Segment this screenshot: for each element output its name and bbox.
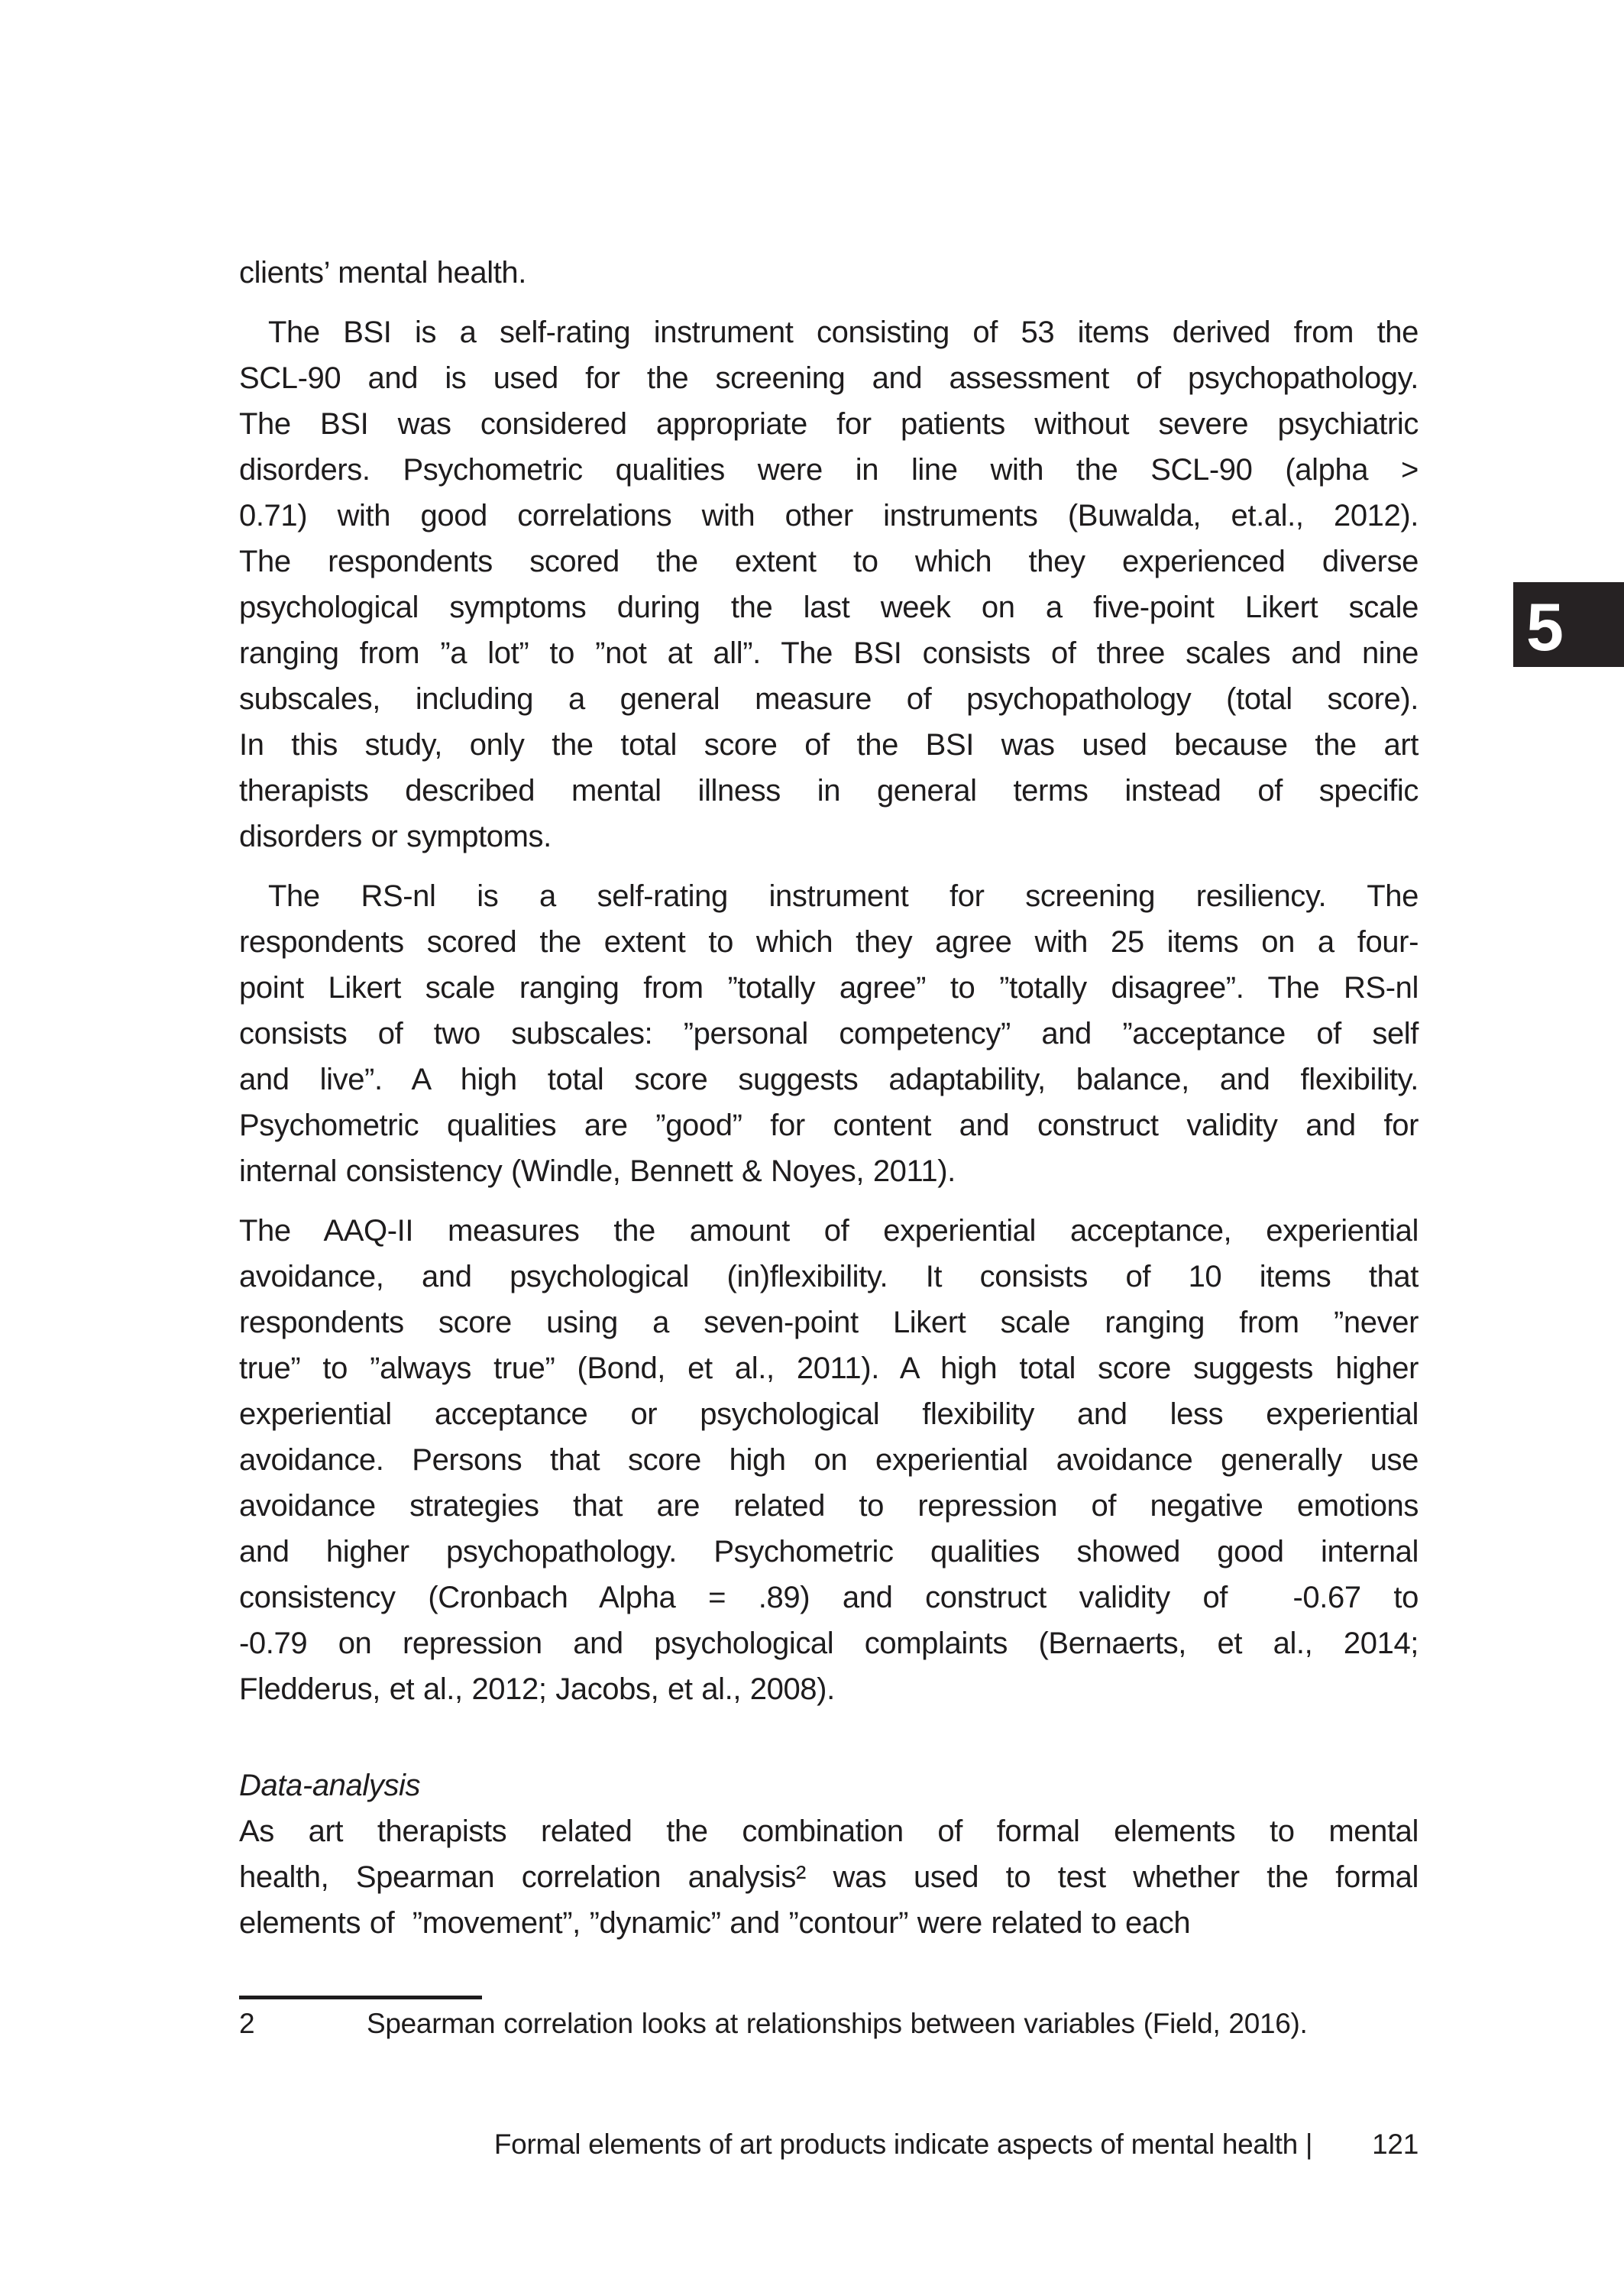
text-line: disorders or symptoms. <box>239 820 552 853</box>
footnote-divider <box>239 1996 482 1999</box>
text-line: The respondents scored the extent to which they experienced diverse <box>239 545 1419 578</box>
text-column <box>239 250 1419 2042</box>
text-line: true” to ”always true” (Bond, et al., 2011). A high total score suggests higher <box>239 1352 1419 1385</box>
page-number: 121 <box>1372 2129 1419 2160</box>
text-line: disorders. Psychometric qualities were in line with the SCL-90 (alpha > <box>239 453 1419 487</box>
footnote-number: 2 <box>239 2008 255 2039</box>
text-line: SCL-90 and is used for the screening and assessment of psychopathology. <box>239 361 1419 395</box>
text-line: ranging from ”a lot” to ”not at all”. The BSI consists of three scales and nine <box>239 636 1419 670</box>
paragraph <box>239 1808 1419 1946</box>
text-line: In this study, only the total score of the BSI was used because the art <box>239 728 1419 762</box>
text-line: and live”. A high total score suggests adaptability, balance, and flexibility. <box>239 1063 1419 1096</box>
footnote <box>239 2006 1419 2042</box>
text-line: consists of two subscales: ”personal competency” and ”acceptance of self <box>239 1017 1419 1050</box>
paragraph <box>239 1208 1419 1712</box>
text-line: 0.71) with good correlations with other instruments (Buwalda, et.al., 2012). <box>239 499 1419 533</box>
text-line: The BSI was considered appropriate for patients without severe psychiatric <box>239 407 1419 441</box>
text-line: Psychometric qualities are ”good” for content and construct validity and for <box>239 1109 1419 1142</box>
paragraph <box>239 873 1419 1194</box>
text-line: As art therapists related the combination of formal elements to mental <box>239 1814 1419 1848</box>
text-line: avoidance, and psychological (in)flexibility. It consists of 10 items that <box>239 1260 1419 1293</box>
footnote-text: Spearman correlation looks at relationships between variables (Field, 2016). <box>367 2008 1308 2039</box>
text-line: therapists described mental illness in general terms instead of specific <box>239 774 1419 808</box>
text-line: subscales, including a general measure of psychopathology (total score). <box>239 682 1419 716</box>
text-line: elements of ”movement”, ”dynamic” and ”contour” were related to each <box>239 1906 1191 1940</box>
text-line: consistency (Cronbach Alpha = .89) and construct validity of -0.67 to <box>239 1581 1419 1614</box>
text-line: clients’ mental health. <box>239 256 526 290</box>
text-line: psychological symptoms during the last week on a five-point Likert scale <box>239 591 1419 624</box>
text-line: The AAQ-II measures the amount of experiential acceptance, experiential <box>239 1214 1419 1248</box>
body-text <box>239 250 1419 1946</box>
text-line: respondents scored the extent to which they agree with 25 items on a four- <box>239 925 1419 959</box>
text-line: and higher psychopathology. Psychometric qualities showed good internal <box>239 1535 1419 1568</box>
text-line: health, Spearman correlation analysis² was used to test whether the formal <box>239 1860 1419 1894</box>
text-line: experiential acceptance or psychological flexibility and less experiential <box>239 1397 1419 1431</box>
paragraph <box>239 309 1419 860</box>
footer-title: Formal elements of art products indicate aspects of mental health | <box>493 2129 1313 2160</box>
text-line: Fledderus, et al., 2012; Jacobs, et al., 2008). <box>239 1672 835 1706</box>
text-line: The RS-nl is a self-rating instrument for screening resiliency. The <box>268 879 1419 913</box>
page-footer <box>239 2128 1419 2161</box>
text-line: The BSI is a self-rating instrument consisting of 53 items derived from the <box>268 316 1419 349</box>
text-line: point Likert scale ranging from ”totally agree” to ”totally disagree”. The RS-nl <box>239 971 1419 1005</box>
paragraph <box>239 250 1419 296</box>
chapter-number: 5 <box>1526 588 1564 665</box>
text-line: Data-analysis <box>239 1769 421 1802</box>
text-line: respondents score using a seven-point Likert scale ranging from ”never <box>239 1306 1419 1339</box>
text-line: internal consistency (Windle, Bennett & Noyes, 2011). <box>239 1154 956 1188</box>
text-line: -0.79 on repression and psychological complaints (Bernaerts, et al., 2014; <box>239 1627 1419 1660</box>
text-line: avoidance strategies that are related to repression of negative emotions <box>239 1489 1419 1523</box>
text-line: avoidance. Persons that score high on experiential avoidance generally use <box>239 1443 1419 1477</box>
chapter-tab <box>1513 582 1624 667</box>
section-heading <box>239 1763 1419 1808</box>
